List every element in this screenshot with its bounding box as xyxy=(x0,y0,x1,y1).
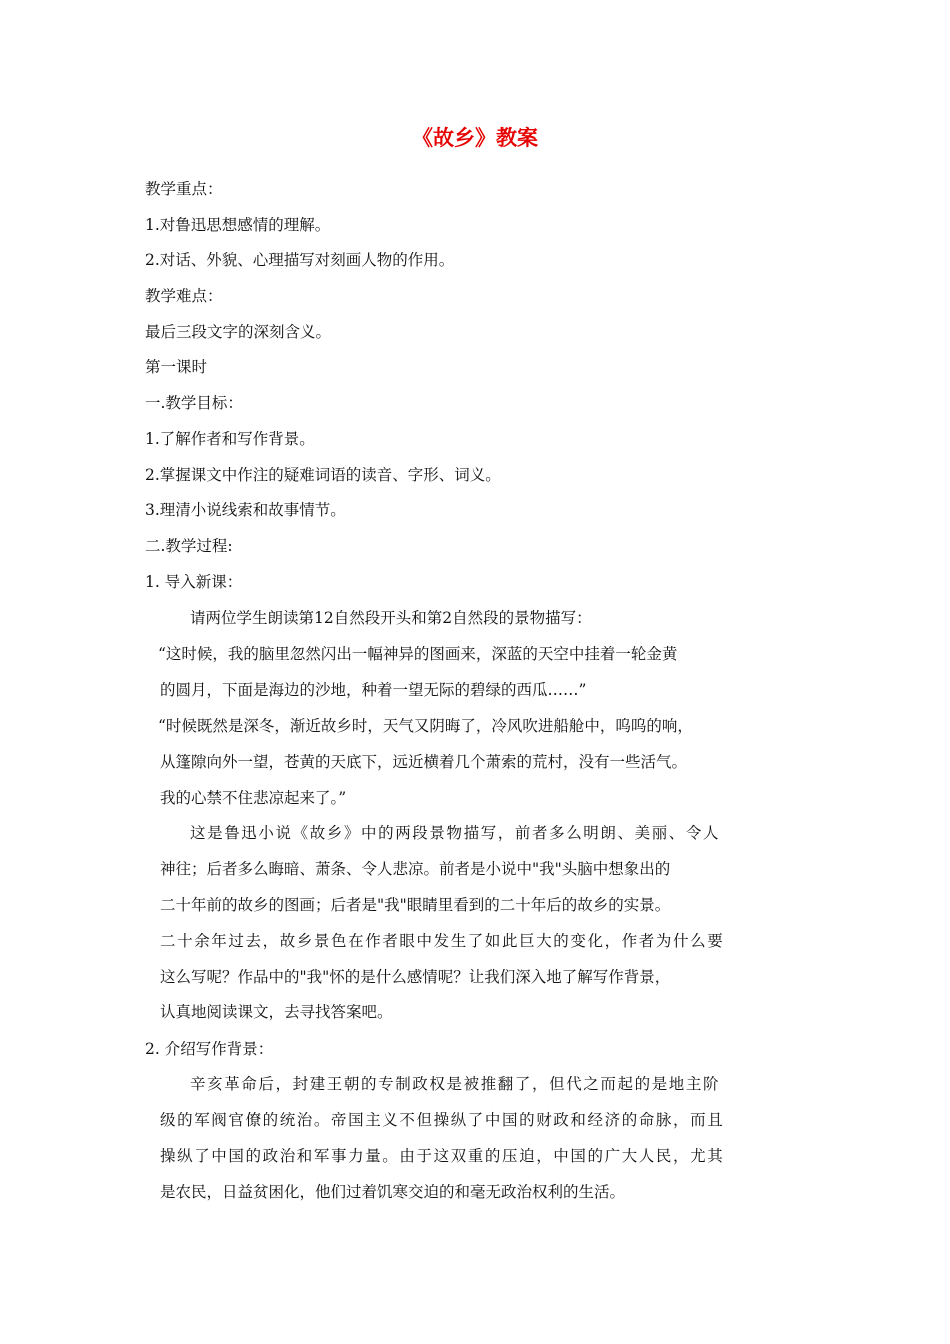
goal-2: 2.掌握课文中作注的疑难词语的读音、字形、词义。 xyxy=(145,466,501,484)
goal-3: 3.理清小说线索和故事情节。 xyxy=(145,501,346,519)
background-paragraph-line-1: 辛亥革命后，封建王朝的专制政权是被推翻了，但代之而起的是地主阶 xyxy=(190,1075,721,1093)
quote-1-line-2: 的圆月，下面是海边的沙地，种着一望无际的碧绿的西瓜……” xyxy=(160,681,587,699)
intro-paragraph-line-1: 这是鲁迅小说《故乡》中的两段景物描写，前者多么明朗、美丽、令人 xyxy=(190,824,721,842)
lesson-heading: 第一课时 xyxy=(145,358,208,376)
intro-paragraph-line-4: 二十余年过去，故乡景色在作者眼中发生了如此巨大的变化，作者为什么要 xyxy=(160,932,725,950)
background-paragraph-line-4: 是农民，日益贫困化，他们过着饥寒交迫的和毫无政治权利的生活。 xyxy=(160,1183,626,1201)
heading-key-points: 教学重点： xyxy=(145,180,223,198)
intro-paragraph-line-5: 这么写呢？作品中的"我"怀的是什么感情呢？让我们深入地了解写作背景， xyxy=(160,968,671,986)
goals-heading: 一.教学目标： xyxy=(145,394,243,412)
goal-1: 1.了解作者和写作背景。 xyxy=(145,430,315,448)
step-2-heading: 2. 介绍写作背景： xyxy=(145,1040,274,1058)
step-1-instruction: 请两位学生朗读第12自然段开头和第2自然段的景物描写： xyxy=(190,609,592,627)
background-paragraph-line-3: 操纵了中国的政治和军事力量。由于这双重的压迫，中国的广大人民，尤其 xyxy=(160,1147,725,1165)
quote-1-line-1: “这时候，我的脑里忽然闪出一幅神异的图画来，深蓝的天空中挂着一轮金黄 xyxy=(158,645,678,663)
intro-paragraph-line-3: 二十年前的故乡的图画；后者是"我"眼睛里看到的二十年后的故乡的实景。 xyxy=(160,896,671,914)
background-paragraph-line-2: 级的军阀官僚的统治。帝国主义不但操纵了中国的财政和经济的命脉，而且 xyxy=(160,1111,725,1129)
step-1-heading: 1. 导入新课： xyxy=(145,573,243,591)
quote-2-line-3: 我的心禁不住悲凉起来了。” xyxy=(160,789,347,807)
quote-2-line-2: 从篷隙向外一望，苍黄的天底下，远近横着几个萧索的荒村，没有一些活气。 xyxy=(160,753,688,771)
difficulty-text: 最后三段文字的深刻含义。 xyxy=(145,323,332,341)
heading-difficulties: 教学难点： xyxy=(145,287,223,305)
process-heading: 二.教学过程: xyxy=(145,537,233,555)
key-point-2: 2.对话、外貌、心理描写对刻画人物的作用。 xyxy=(145,251,455,269)
document-title: 《故乡》教案 xyxy=(412,126,538,150)
quote-2-line-1: “时候既然是深冬，渐近故乡时，天气又阴晦了，冷风吹进船舱中，呜呜的响， xyxy=(158,717,693,735)
intro-paragraph-line-6: 认真地阅读课文，去寻找答案吧。 xyxy=(160,1003,393,1021)
intro-paragraph-line-2: 神往；后者多么晦暗、萧条、令人悲凉。前者是小说中"我"头脑中想象出的 xyxy=(160,860,671,878)
key-point-1: 1.对鲁迅思想感情的理解。 xyxy=(145,216,331,234)
